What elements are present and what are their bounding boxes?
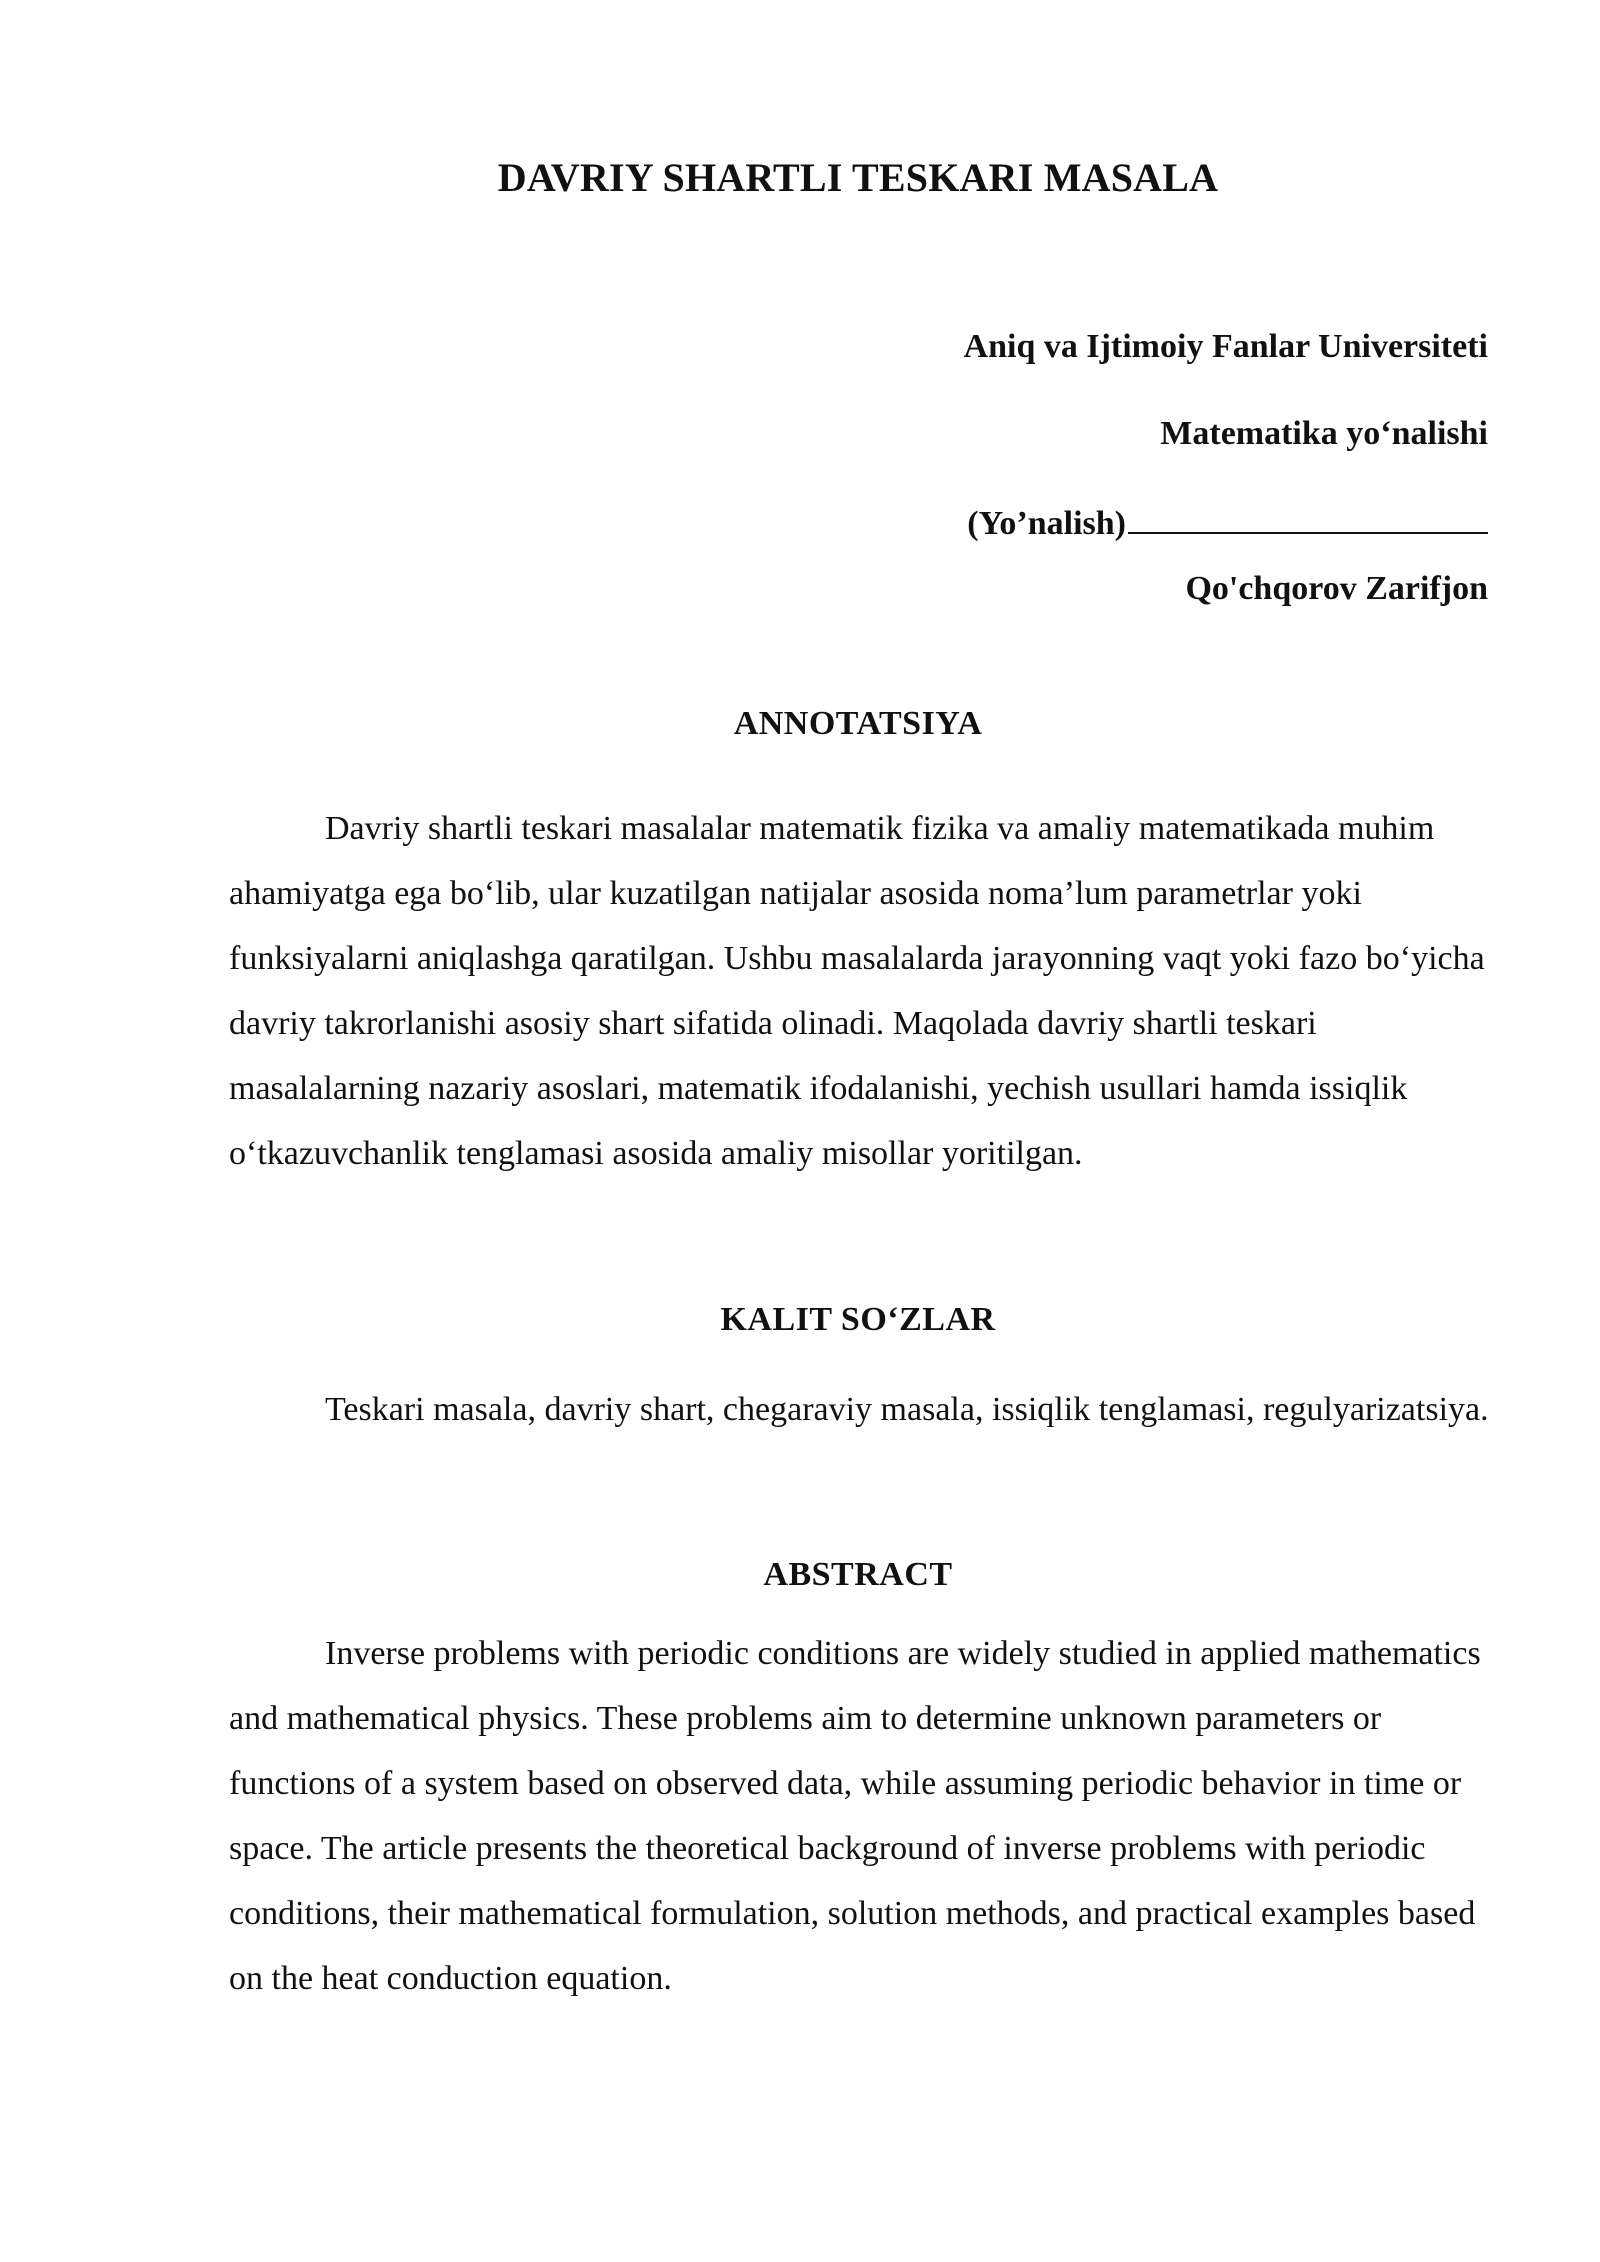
paper-title: DAVRIY SHARTLI TESKARI MASALA — [497, 155, 1219, 200]
university-name: Aniq va Ijtimoiy Fanlar Universiteti — [963, 328, 1488, 365]
direction-blank-underline — [1128, 498, 1488, 534]
keywords-heading: KALIT SO‘ZLAR — [720, 1301, 996, 1338]
abstract-heading: ABSTRACT — [763, 1556, 953, 1593]
department-name: Matematika yo‘nalishi — [1160, 415, 1488, 452]
direction-line — [967, 498, 1488, 546]
annotation-text: Davriy shartli teskari masalalar matematik fizika va amaliy matematikada muhim ahamiyatga ega bo‘lib, ular kuzatilgan natijalar asosida noma’lum parametrlar yoki funksiyalarni aniqlashga qaratilgan. Ushbu masalalarda jarayonning vaqt yoki fazo bo‘yicha davriy takrorlanishi asosiy shart sifatida olinadi. Maqolada davriy shartli teskari masalalarning nazariy asoslari, matematik ifodalanishi, yechish usullari hamda issiqlik o‘tkazuvchanlik tenglamasi asosida amaliy misollar yoritilgan. — [229, 810, 1485, 1172]
annotation-heading: ANNOTATSIYA — [733, 705, 983, 742]
direction-label: (Yo’nalish) — [967, 505, 1126, 542]
author-name: Qo'chqorov Zarifjon — [1185, 570, 1488, 607]
keywords-text: Teskari masala, davriy shart, chegaraviy masala, issiqlik tenglamasi, regulyarizatsiya. — [325, 1391, 1489, 1428]
abstract-text: Inverse problems with periodic conditions are widely studied in applied mathematics and mathematical physics. These problems aim to determine unknown parameters or functions of a system based on observed data, while assuming periodic behavior in time or space. The article presents the theoretical background of inverse problems with periodic conditions, their mathematical formulation, solution methods, and practical examples based on the heat conduction equation. — [229, 1635, 1481, 1997]
